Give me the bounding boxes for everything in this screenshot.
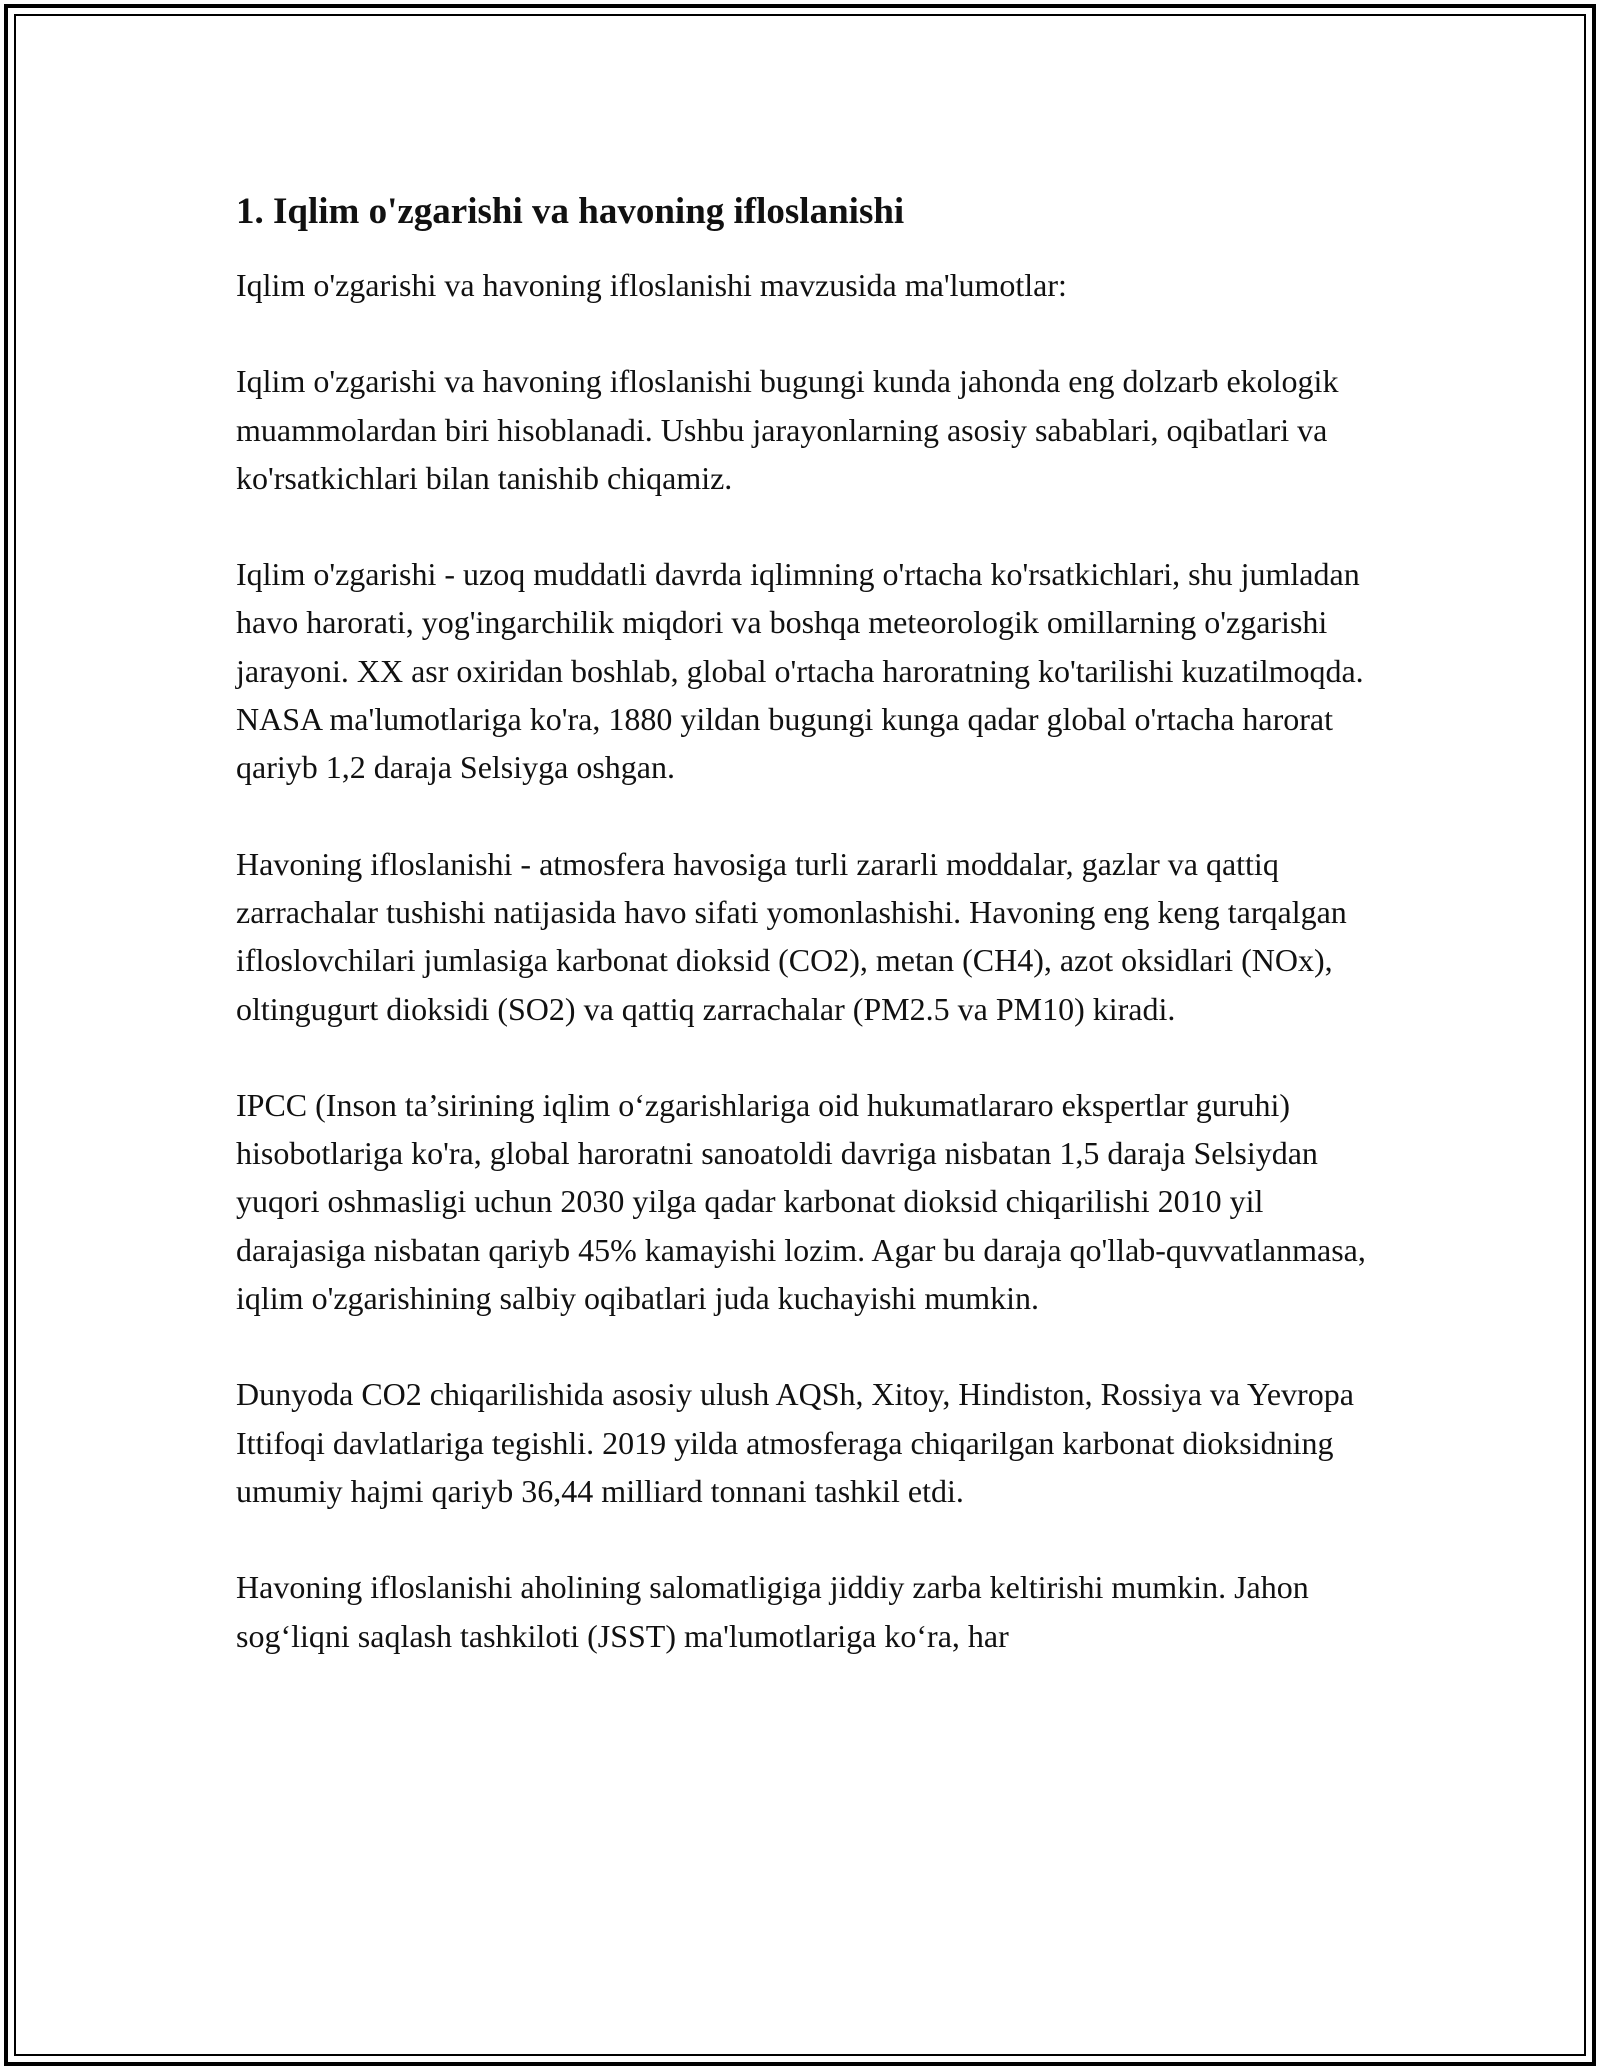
document-body (236, 188, 1376, 1708)
paragraph-co2-emitters: Dunyoda CO2 chiqarilishida asosiy ulush AQSh, Xitoy, Hindiston, Rossiya va Yevropa Ittifoqi davlatlariga tegishli. 2019 yilda atmosferaga chiqarilgan karbonat dioksidning umumiy hajmi qariyb 36,44 milliard tonnani tashkil etdi. (236, 1376, 1354, 1509)
paragraph-climate-change: Iqlim o'zgarishi - uzoq muddatli davrda iqlimning o'rtacha ko'rsatkichlari, shu jumladan havo harorati, yog'ingarchilik miqdori va boshqa meteorologik omillarning o'zgarishi jarayoni. XX asr oxiridan boshlab, global o'rtacha haroratning ko'tarilishi kuzatilmoqda. NASA ma'lumotlariga ko'ra, 1880 yildan bugungi kunga qadar global o'rtacha harorat qariyb 1,2 daraja Selsiyga oshgan. (236, 556, 1364, 786)
section-heading: 1. Iqlim o'zgarishi va havoning ifloslanishi (236, 191, 905, 232)
paragraph-health: Havoning ifloslanishi aholining salomatligiga jiddiy zarba keltirishi mumkin. Jahon sog‘liqni saqlash tashkiloti (JSST) ma'lumotlariga ko‘ra, har (236, 1569, 1309, 1654)
paragraph-intro: Iqlim o'zgarishi va havoning ifloslanishi mavzusida ma'lumotlar: (236, 267, 1067, 303)
paragraph-overview: Iqlim o'zgarishi va havoning ifloslanishi bugungi kunda jahonda eng dolzarb ekologik muammolardan biri hisoblanadi. Ushbu jarayonlarning asosiy sabablari, oqibatlari va ko'rsatkichlari bilan tanishib chiqamiz. (236, 363, 1339, 496)
paragraph-ipcc: IPCC (Inson ta’sirining iqlim o‘zgarishlariga oid hukumatlararo ekspertlar guruhi) hisobotlariga ko'ra, global haroratni sanoatoldi davriga nisbatan 1,5 daraja Selsiydan yuqori oshmasligi uchun 2030 yilga qadar karbonat dioksid chiqarilishi 2010 yil darajasiga nisbatan qariyb 45% kamayishi lozim. Agar bu daraja qo'llab-quvvatlanmasa, iqlim o'zgarishining salbiy oqibatlari juda kuchayishi mumkin. (236, 1086, 1366, 1317)
paragraph-air-pollution: Havoning ifloslanishi - atmosfera havosiga turli zararli moddalar, gazlar va qattiq zarrachalar tushishi natijasida havo sifati yomonlashishi. Havoning eng keng tarqalgan ifloslovchilari jumlasiga karbonat dioksid (CO2), metan (CH4), azot oksidlari (NOx), oltingugurt dioksidi (SO2) va qattiq zarrachalar (PM2.5 va PM10) kiradi. (236, 845, 1347, 1027)
